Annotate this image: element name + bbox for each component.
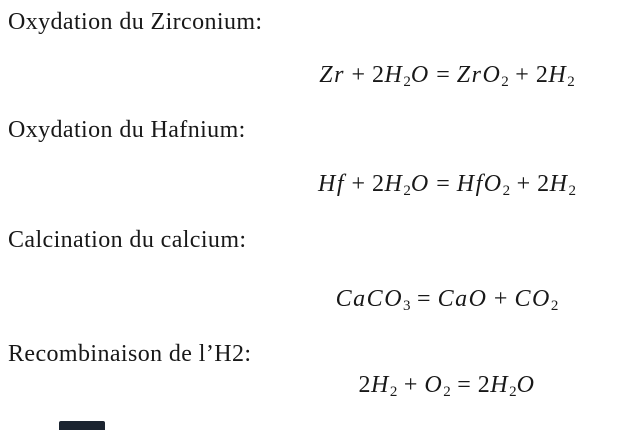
equation-token: +	[397, 372, 425, 398]
equation-token: 2	[550, 297, 559, 314]
equation-token: Zr	[319, 62, 345, 88]
equation-zirconium-oxidation	[265, 60, 629, 90]
equation-token: 2	[403, 182, 411, 199]
section-heading-zirconium-oxidation: Oxydation du Zirconium:	[8, 9, 263, 35]
section-heading-h2-recombination: Recombinaison de l’H2:	[8, 341, 252, 367]
equation-token: CaO	[437, 286, 488, 312]
equation-calcium-calcination	[265, 284, 629, 314]
equation-token: 2	[403, 73, 411, 90]
equation-token: =	[429, 171, 457, 197]
equation-token: +	[487, 286, 515, 312]
equation-token: H	[371, 372, 390, 398]
equation-token: H	[549, 171, 569, 197]
equation-token: H	[384, 171, 404, 197]
equation-token: 2	[372, 62, 385, 88]
equation-token: 2	[501, 73, 509, 90]
equation-token: +	[344, 62, 373, 88]
equation-token: =	[450, 372, 478, 398]
equation-token: 2	[537, 171, 550, 197]
equation-h2-recombination	[265, 370, 629, 400]
equation-token: CO	[514, 286, 551, 312]
equation-token: O	[410, 171, 430, 197]
equation-token: =	[410, 286, 438, 312]
equation-token: 3	[403, 297, 411, 314]
equation-token: 2	[443, 383, 451, 400]
equation-token: +	[510, 171, 538, 197]
equation-token: H	[548, 62, 568, 88]
equation-token: 2	[372, 171, 385, 197]
equation-token: H	[384, 62, 404, 88]
equation-token: O	[410, 62, 430, 88]
section-heading-calcium-calcination: Calcination du calcium:	[8, 227, 247, 253]
equation-token: 2	[567, 73, 575, 90]
section-heading-hafnium-oxidation: Oxydation du Hafnium:	[8, 117, 246, 143]
equation-token: 2	[509, 383, 517, 400]
bottom-left-dark-bar	[59, 421, 105, 430]
equation-token: H	[490, 372, 510, 398]
equation-token: 2	[568, 182, 576, 199]
equation-token: 2	[502, 182, 511, 199]
equation-token: 2	[477, 372, 491, 398]
equation-token: =	[429, 62, 457, 88]
equation-token: 2	[535, 62, 549, 88]
equation-hafnium-oxidation	[265, 169, 629, 199]
equation-token: CaCO	[335, 286, 404, 312]
equation-token: Hf	[317, 171, 345, 197]
equation-token: 2	[358, 372, 372, 398]
equation-token: HfO	[456, 171, 503, 197]
equation-token: O	[424, 372, 444, 398]
equation-token: +	[344, 171, 373, 197]
equation-token: 2	[389, 383, 398, 400]
equation-token: ZrO	[456, 62, 502, 88]
equation-token: +	[508, 62, 536, 88]
equation-token: O	[516, 372, 536, 398]
